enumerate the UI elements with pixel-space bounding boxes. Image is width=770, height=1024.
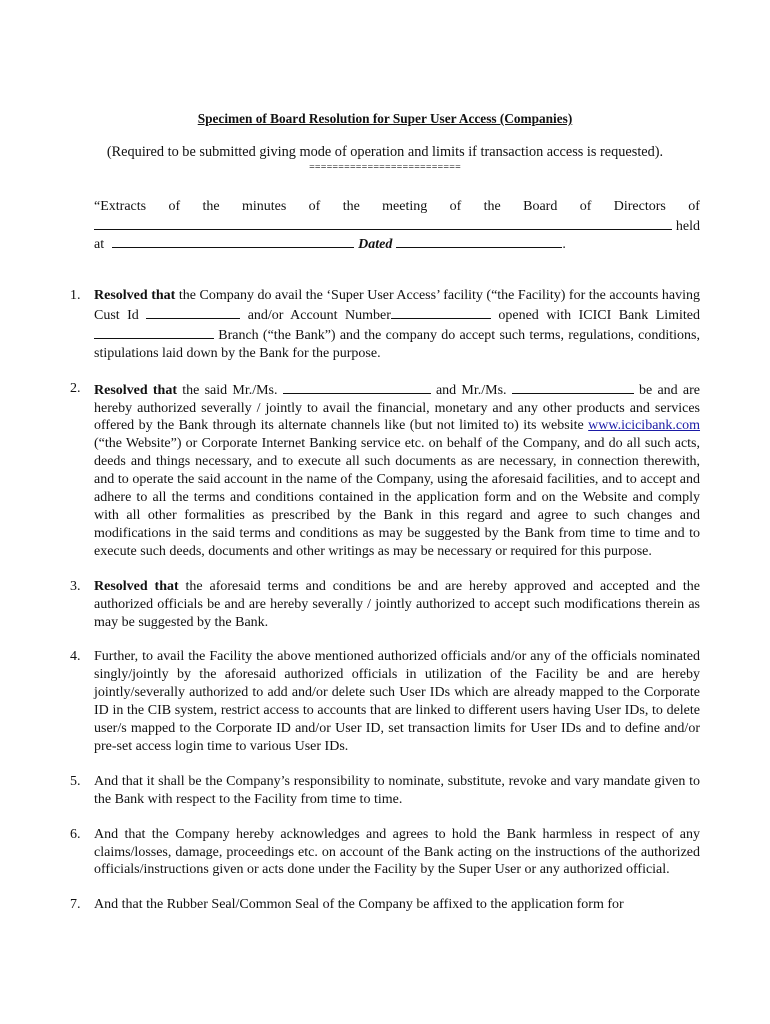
resolution-number: 3. [70,578,81,594]
resolution-text: And that the Company hereby acknowledges and agrees to hold the Bank harmless in respect of any claims/losses, damage, proceedings etc. on account of the Bank acting on the instructions of the authorized officials/instructions given or acts done under the Facility by the Super User or any authorized official. [94,826,700,878]
resolution-text: and/or Account Number [247,307,391,323]
resolution-text: And that the Rubber Seal/Common Seal of the Company be affixed to the application form for [94,897,624,913]
website-link[interactable]: www.icicibank.com [588,418,701,434]
resolution-item [70,578,700,632]
extract-word: “Extracts [94,199,147,214]
resolution-text: Further, to avail the Facility the above mentioned authorized officials and/or any of the officials nominated singly/jointly by the aforesaid authorized officials in utilization of the Facility be and are hereby jointly/severally authorized to add and/or delete such User IDs which are already mapped to the Corporate ID in the CIB system, restrict access to accounts that are linked to different users having User IDs, to delete user/s mapped to the Corporate ID and/or User ID, set transaction limits for User IDs and to define and/or pre-set access login time to various User IDs. [94,649,700,754]
extract-word: meeting [382,199,428,214]
extract-word: of [579,199,592,214]
resolution-item [70,287,701,363]
cust-id-blank [146,305,240,319]
resolution-text: And that it shall be the Company’s responsibility to nominate, substitute, revoke and vary mandate given to the Bank with respect to the Facility from time to time. [94,773,700,807]
official-1-blank [283,380,431,394]
document-title: Specimen of Board Resolution for Super User Access (Companies) [197,111,573,126]
resolution-number: 2. [70,380,81,396]
resolution-item [70,648,700,755]
extract-word: of [308,199,321,214]
extract-line-1 [94,198,700,216]
resolution-number: 7. [70,897,81,913]
resolution-text: opened with ICICI Bank Limited [498,307,701,323]
resolution-item [70,773,700,809]
extract-word: of [688,199,700,214]
resolution-text: the aforesaid terms and conditions be and are hereby approved and accepted and the authorized officials be and are hereby severally / jointly authorized to accept such modifications therein as may be suggested by the Bank. [94,578,700,630]
resolution-number: 4. [70,649,81,665]
resolution-item [70,896,700,914]
divider-line: ========================== [309,162,461,173]
extract-word: Board [523,199,558,214]
account-number-blank [391,305,491,319]
held-label: held [675,218,700,234]
venue-blank [112,234,354,248]
dated-label: Dated [358,236,393,252]
branch-blank [94,325,214,339]
extract-word: minutes [241,199,287,214]
resolution-list [70,287,701,914]
resolution-item [70,826,700,880]
extract-word: of [168,199,181,214]
resolution-number: 6. [70,826,81,842]
extract-line-3 [94,234,700,252]
resolution-text: the said Mr./Ms. [182,382,278,398]
extract-section [94,198,700,252]
extract-end: . [562,236,566,252]
extract-word: of [449,199,462,214]
extract-word: the [483,199,501,214]
resolution-text: and Mr./Ms. [435,382,507,398]
extract-word: Directors [613,199,666,214]
resolution-lead: Resolved that [94,578,179,594]
resolution-text: (“the Website”) or Corporate Internet Banking service etc. on behalf of the Company, and do all such acts, deeds and things necessary, and to execute all such documents as are necessary, in connection therewith, and to operate the said account in the name of the Company, using the aforesaid facilities, and to accept and adhere to all the terms and conditions contained in the application form and on the Website and comply with all other formalities as prescribed by the Bank in this regard and agree to such changes and modifications in the said terms and conditions as may be suggested by the Bank from time to time and to execute such deeds, documents and other writings as may be necessary or required for this purpose. [94,436,700,559]
extract-word: the [202,199,220,214]
official-2-blank [512,380,634,394]
extract-word: the [342,199,360,214]
document-subtitle: (Required to be submitted giving mode of operation and limits if transaction access is requested). [106,144,664,160]
resolution-number: 1. [70,288,81,303]
board-name-blank [94,216,672,230]
resolution-item [70,380,701,561]
resolution-text: Branch (“the Bank”) and the company do accept such terms, regulations, conditions, stipulations laid down by the Bank for the purpose. [94,327,700,361]
resolution-text: be and are hereby authorized severally / jointly to avail the financial, monetary and any other products and services offered by the Bank through its alternate channels like (but not limited to) its website [94,382,700,434]
resolution-text: the Company do avail the ‘Super User Access’ facility (“the Facility) for the accounts having Cust Id [94,288,701,323]
resolution-number: 5. [70,773,81,789]
date-blank [396,234,562,248]
resolution-lead: Resolved that [94,288,176,303]
resolution-lead: Resolved that [94,382,178,398]
at-label: at [94,236,105,252]
extract-line-2 [94,216,700,234]
